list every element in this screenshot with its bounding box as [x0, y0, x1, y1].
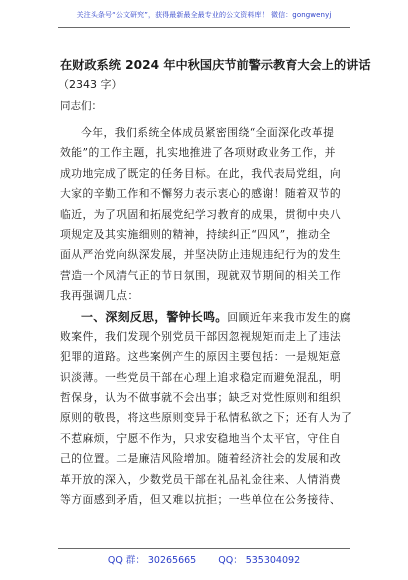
body-line: 革开放的深入，少数党员干部在礼品礼金往来、人情消费: [60, 472, 342, 486]
body-line: 不惹麻烦，宁愿不作为，只求安稳地当个太平官，守住自: [60, 431, 342, 445]
body-line: 犯罪的道路。这些案例产生的原因主要包括：一是规矩意: [60, 350, 342, 364]
section-lead: 回顾近年来我市发生的腐: [227, 310, 352, 324]
header-banner: 关注头条号“公文研究”，获得最新最全最专业的公文资料库！ 微信：gongwenyj: [76, 11, 332, 19]
salutation: 同志们：: [60, 100, 102, 112]
body-text: [60, 123, 352, 510]
body-line: 等方面感到矛盾，但又难以抗拒；一些单位在公务接待、: [60, 493, 342, 507]
footer: [0, 552, 408, 566]
body-line: 临近，为了巩固和拓展党纪学习教育的成果，贯彻中央八: [60, 207, 342, 221]
body-line: 面从严治党向纵深发展，并坚决防止违规违纪行为的发生: [60, 248, 342, 262]
body-line: 营造一个风清气正的节日氛围，现就双节期间的相关工作: [60, 268, 342, 282]
body-line: 识淡薄。一些党员干部在心理上追求稳定而避免混乱，明: [60, 370, 342, 384]
body-line: 今年，我们系统全体成员紧密围绕“全面深化改革提: [81, 126, 335, 139]
header-divider: [58, 27, 350, 28]
footer-qq-group: QQ 群： 30265665: [107, 555, 197, 566]
word-count: （2343 字）: [58, 78, 123, 91]
body-line: 我再强调几点：: [60, 289, 139, 303]
footer-divider: [58, 548, 350, 549]
section-heading: 一、深刻反思，警钟长鸣。: [81, 309, 228, 324]
body-line: 大家的辛勤工作和不懈努力表示衷心的感谢！随着双节的: [60, 187, 342, 201]
body-line: 成功地完成了既定的任务目标。在此，我代表局党组，向: [60, 166, 342, 180]
body-line: 哲保身，认为不做事就不会出事；缺乏对党性原则和组织: [60, 391, 342, 405]
body-line: 效能”的工作主题，扎实地推进了各项财政业务工作，并: [60, 146, 336, 160]
body-line: 项规定及其实施细则的精神，持续纠正“四风”，推动全: [60, 227, 331, 241]
body-line: 原则的敬畏，将这些原则变异于私情私欲之下；还有人为了: [60, 411, 353, 425]
body-line: 己的位置。二是廉洁风险增加。随着经济社会的发展和改: [60, 452, 342, 466]
document-title: 在财政系统 2024 年中秋国庆节前警示教育大会上的讲话: [60, 58, 371, 72]
footer-qq: QQ： 535304092: [218, 555, 301, 566]
body-line: 败案件，我们发现个别党员干部因忽视规矩而走上了违法: [60, 329, 342, 343]
section-heading-line: [60, 307, 352, 327]
